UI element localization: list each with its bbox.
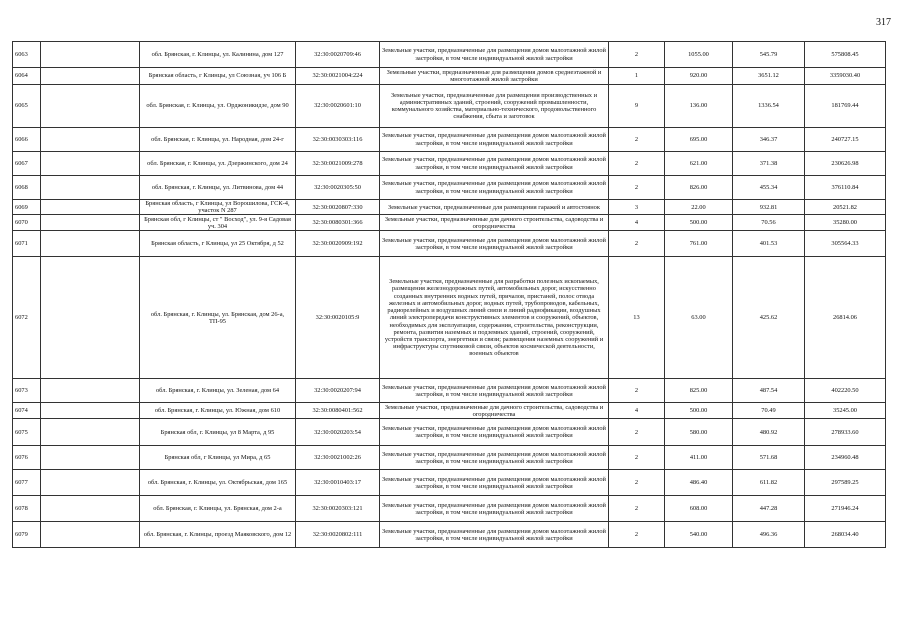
empty-cell — [41, 85, 140, 128]
table-row — [13, 68, 886, 85]
area-cell: 920.00 — [665, 68, 733, 85]
table-row — [13, 128, 886, 152]
land-use-cell: Земельные участки, предназначенные для разработки полезных ископаемых, размещения железнодорожных путей, автомобильных дорог, искусственно созданных внутренних водных путей, причалов, пристаней, полос отвода железных и автомобильных дорог, водных путей, трубопроводов, кабельных, радиорелейных и воздушных линий связи и линий радиофикации, воздушных линий электропередачи конструктивных элементов и сооружений, объектов, необходимых для эксплуатации, содержания, строительства, реконструкции, ремонта, развития наземных и подземных зданий, строений, сооружений, устройств транспорта, энергетики и связи; размещения наземных сооружений и инфраструктуры спутниковой связи, объектов космической деятельности, военных объектов — [380, 257, 609, 379]
specific-value-cell: 70.49 — [733, 403, 805, 419]
cadastral-value-cell: 3359030.40 — [805, 68, 886, 85]
cadastral-number-cell: 32:30:0030303:116 — [296, 128, 380, 152]
area-cell: 22.00 — [665, 200, 733, 215]
row-number-cell: 6068 — [13, 176, 41, 200]
land-use-cell: Земельные участки, предназначенные для размещения домов малоэтажной жилой застройки, в том числе индивидуальной жилой застройки — [380, 152, 609, 176]
cadastral-number-cell: 32:30:0010403:17 — [296, 470, 380, 496]
table-row — [13, 152, 886, 176]
row-number-cell: 6078 — [13, 496, 41, 522]
group-cell: 2 — [609, 522, 665, 548]
land-use-cell: Земельные участки, предназначенные для размещения домов среднеэтажной и многоэтажной жилой застройки — [380, 68, 609, 85]
address-cell: обл. Брянская, г. Клинцы, ул. Октябрьская, дом 165 — [140, 470, 296, 496]
group-cell: 4 — [609, 215, 665, 231]
area-cell: 540.00 — [665, 522, 733, 548]
address-cell: обл. Брянская, г. Клинцы, ул. Дзержинского, дом 24 — [140, 152, 296, 176]
specific-value-cell: 447.28 — [733, 496, 805, 522]
empty-cell — [41, 42, 140, 68]
group-cell: 2 — [609, 231, 665, 257]
land-use-cell: Земельные участки, предназначенные для размещения домов малоэтажной жилой застройки, в том числе индивидуальной жилой застройки — [380, 128, 609, 152]
page-number: 317 — [876, 17, 891, 28]
area-cell: 580.00 — [665, 419, 733, 446]
table-body — [13, 42, 886, 548]
empty-cell — [41, 215, 140, 231]
cadastral-number-cell: 32:30:0020305:50 — [296, 176, 380, 200]
empty-cell — [41, 379, 140, 403]
table-row — [13, 446, 886, 470]
table-row — [13, 200, 886, 215]
land-use-cell: Земельные участки, предназначенные для размещения домов малоэтажной жилой застройки, в том числе индивидуальной жилой застройки — [380, 522, 609, 548]
specific-value-cell: 70.56 — [733, 215, 805, 231]
group-cell: 2 — [609, 42, 665, 68]
row-number-cell: 6075 — [13, 419, 41, 446]
specific-value-cell: 480.92 — [733, 419, 805, 446]
land-use-cell: Земельные участки, предназначенные для размещения домов малоэтажной жилой застройки, в том числе индивидуальной жилой застройки — [380, 496, 609, 522]
cadastral-value-cell: 181769.44 — [805, 85, 886, 128]
specific-value-cell: 487.54 — [733, 379, 805, 403]
group-cell: 2 — [609, 419, 665, 446]
group-cell: 2 — [609, 176, 665, 200]
table-row — [13, 231, 886, 257]
group-cell: 4 — [609, 403, 665, 419]
specific-value-cell: 425.62 — [733, 257, 805, 379]
table-row — [13, 379, 886, 403]
group-cell: 2 — [609, 470, 665, 496]
group-cell: 2 — [609, 496, 665, 522]
cadastral-value-cell: 271946.24 — [805, 496, 886, 522]
empty-cell — [41, 200, 140, 215]
cadastral-number-cell: 32:30:0020909:192 — [296, 231, 380, 257]
table-row — [13, 496, 886, 522]
row-number-cell: 6079 — [13, 522, 41, 548]
cadastral-number-cell: 32:30:0020601:10 — [296, 85, 380, 128]
cadastral-number-cell: 32:30:0080301:366 — [296, 215, 380, 231]
row-number-cell: 6064 — [13, 68, 41, 85]
specific-value-cell: 571.68 — [733, 446, 805, 470]
empty-cell — [41, 176, 140, 200]
address-cell: Брянская область, г Клинцы, ул Ворошилова, ГСК-4, участок N 287 — [140, 200, 296, 215]
address-cell: обл. Брянская, г. Клинцы, ул. Зеленая, дом 64 — [140, 379, 296, 403]
group-cell: 3 — [609, 200, 665, 215]
land-use-cell: Земельные участки, предназначенные для размещения домов малоэтажной жилой застройки, в том числе индивидуальной жилой застройки — [380, 470, 609, 496]
land-use-cell: Земельные участки, предназначенные для дачного строительства, садоводства и огородничества — [380, 215, 609, 231]
table-row — [13, 215, 886, 231]
table-row — [13, 522, 886, 548]
empty-cell — [41, 128, 140, 152]
address-cell: обл. Брянская, г. Клинцы, ул. Брянская, дом 2-а — [140, 496, 296, 522]
empty-cell — [41, 419, 140, 446]
address-cell: Брянская область, г Клинцы, ул Союзная, уч 106 Б — [140, 68, 296, 85]
cadastral-number-cell: 32:30:0020303:121 — [296, 496, 380, 522]
cadastral-number-cell: 32:30:0020807:330 — [296, 200, 380, 215]
land-use-cell: Земельные участки, предназначенные для дачного строительства, садоводства и огородничества — [380, 403, 609, 419]
group-cell: 1 — [609, 68, 665, 85]
area-cell: 136.00 — [665, 85, 733, 128]
cadastral-value-cell: 305564.33 — [805, 231, 886, 257]
table-row — [13, 42, 886, 68]
land-use-cell: Земельные участки, предназначенные для размещения домов малоэтажной жилой застройки, в том числе индивидуальной жилой застройки — [380, 231, 609, 257]
specific-value-cell: 346.37 — [733, 128, 805, 152]
empty-cell — [41, 470, 140, 496]
cadastral-value-cell: 20521.82 — [805, 200, 886, 215]
specific-value-cell: 3651.12 — [733, 68, 805, 85]
cadastral-number-cell: 32:30:0080401:562 — [296, 403, 380, 419]
address-cell: обл. Брянская, г. Клинцы, ул. Народная, дом 24-г — [140, 128, 296, 152]
row-number-cell: 6066 — [13, 128, 41, 152]
cadastral-value-cell: 240727.15 — [805, 128, 886, 152]
cadastral-number-cell: 32:30:0020105:9 — [296, 257, 380, 379]
area-cell: 695.00 — [665, 128, 733, 152]
specific-value-cell: 496.36 — [733, 522, 805, 548]
empty-cell — [41, 257, 140, 379]
address-cell: Брянская область, г Клинцы, ул 25 Октября, д 52 — [140, 231, 296, 257]
cadastral-value-cell: 35280.00 — [805, 215, 886, 231]
area-cell: 621.00 — [665, 152, 733, 176]
row-number-cell: 6069 — [13, 200, 41, 215]
row-number-cell: 6065 — [13, 85, 41, 128]
empty-cell — [41, 152, 140, 176]
cadastral-number-cell: 32:30:0021002:26 — [296, 446, 380, 470]
cadastral-value-cell: 402220.50 — [805, 379, 886, 403]
area-cell: 761.00 — [665, 231, 733, 257]
group-cell: 13 — [609, 257, 665, 379]
cadastral-value-cell: 35245.00 — [805, 403, 886, 419]
row-number-cell: 6070 — [13, 215, 41, 231]
row-number-cell: 6077 — [13, 470, 41, 496]
area-cell: 63.00 — [665, 257, 733, 379]
specific-value-cell: 455.34 — [733, 176, 805, 200]
cadastral-value-cell: 376110.84 — [805, 176, 886, 200]
specific-value-cell: 932.81 — [733, 200, 805, 215]
cadastral-value-cell: 297589.25 — [805, 470, 886, 496]
area-cell: 608.00 — [665, 496, 733, 522]
empty-cell — [41, 446, 140, 470]
address-cell: обл. Брянская, г. Клинцы, ул. Брянская, дом 26-а, ТП-95 — [140, 257, 296, 379]
row-number-cell: 6067 — [13, 152, 41, 176]
table-row — [13, 85, 886, 128]
group-cell: 9 — [609, 85, 665, 128]
area-cell: 500.00 — [665, 403, 733, 419]
cadastral-value-cell: 278933.60 — [805, 419, 886, 446]
specific-value-cell: 545.79 — [733, 42, 805, 68]
table-row — [13, 403, 886, 419]
specific-value-cell: 1336.54 — [733, 85, 805, 128]
table-row — [13, 470, 886, 496]
specific-value-cell: 401.53 — [733, 231, 805, 257]
group-cell: 2 — [609, 152, 665, 176]
cadastral-number-cell: 32:30:0020207:94 — [296, 379, 380, 403]
cadastral-number-cell: 32:30:0021009:278 — [296, 152, 380, 176]
address-cell: Брянская обл, г Клинцы, ст " Восход", ул. 9-я Садовая уч. 304 — [140, 215, 296, 231]
cadastral-value-cell: 230626.98 — [805, 152, 886, 176]
row-number-cell: 6071 — [13, 231, 41, 257]
area-cell: 411.00 — [665, 446, 733, 470]
area-cell: 826.00 — [665, 176, 733, 200]
cadastral-number-cell: 32:30:0020203:54 — [296, 419, 380, 446]
land-use-cell: Земельные участки, предназначенные для размещения производственных и административных зданий, строений, сооружений промышленности, коммунального хозяйства, материально-технического, продовольственного снабжения, сбыта и заготовок — [380, 85, 609, 128]
empty-cell — [41, 522, 140, 548]
land-use-cell: Земельные участки, предназначенные для размещения домов малоэтажной жилой застройки, в том числе индивидуальной жилой застройки — [380, 446, 609, 470]
group-cell: 2 — [609, 128, 665, 152]
area-cell: 1055.00 — [665, 42, 733, 68]
group-cell: 2 — [609, 446, 665, 470]
address-cell: Брянская обл, г Клинцы, ул Мира, д 65 — [140, 446, 296, 470]
row-number-cell: 6063 — [13, 42, 41, 68]
cadastral-number-cell: 32:30:0020802:111 — [296, 522, 380, 548]
row-number-cell: 6072 — [13, 257, 41, 379]
land-use-cell: Земельные участки, предназначенные для размещения домов малоэтажной жилой застройки, в том числе индивидуальной жилой застройки — [380, 42, 609, 68]
table-row — [13, 176, 886, 200]
land-use-cell: Земельные участки, предназначенные для размещения домов малоэтажной жилой застройки, в том числе индивидуальной жилой застройки — [380, 379, 609, 403]
group-cell: 2 — [609, 379, 665, 403]
table-row — [13, 257, 886, 379]
empty-cell — [41, 231, 140, 257]
address-cell: обл. Брянская, г. Клинцы, ул. Калинина, дом 127 — [140, 42, 296, 68]
land-use-cell: Земельные участки, предназначенные для размещения домов малоэтажной жилой застройки, в том числе индивидуальной жилой застройки — [380, 176, 609, 200]
table-row — [13, 419, 886, 446]
cadastral-value-cell: 26814.06 — [805, 257, 886, 379]
row-number-cell: 6076 — [13, 446, 41, 470]
specific-value-cell: 371.38 — [733, 152, 805, 176]
row-number-cell: 6073 — [13, 379, 41, 403]
address-cell: Брянская обл, г. Клинцы, ул 8 Марта, д 95 — [140, 419, 296, 446]
area-cell: 825.00 — [665, 379, 733, 403]
cadastral-value-cell: 575808.45 — [805, 42, 886, 68]
cadastral-value-cell: 268034.40 — [805, 522, 886, 548]
area-cell: 500.00 — [665, 215, 733, 231]
address-cell: обл. Брянская, г. Клинцы, ул. Литвинова, дом 44 — [140, 176, 296, 200]
address-cell: обл. Брянская, г. Клинцы, ул. Орджоникидзе, дом 90 — [140, 85, 296, 128]
row-number-cell: 6074 — [13, 403, 41, 419]
cadastral-number-cell: 32:30:0020709:46 — [296, 42, 380, 68]
cadastral-value-cell: 234960.48 — [805, 446, 886, 470]
cadastral-value-table — [12, 41, 886, 548]
specific-value-cell: 611.82 — [733, 470, 805, 496]
empty-cell — [41, 403, 140, 419]
land-use-cell: Земельные участки, предназначенные для размещения домов малоэтажной жилой застройки, в том числе индивидуальной жилой застройки — [380, 419, 609, 446]
empty-cell — [41, 496, 140, 522]
empty-cell — [41, 68, 140, 85]
cadastral-number-cell: 32:30:0021004:224 — [296, 68, 380, 85]
address-cell: обл. Брянская, г. Клинцы, ул. Южная, дом 610 — [140, 403, 296, 419]
land-use-cell: Земельные участки, предназначенные для размещения гаражей и автостоянок — [380, 200, 609, 215]
area-cell: 486.40 — [665, 470, 733, 496]
address-cell: обл. Брянская, г. Клинцы, проезд Маяковского, дом 12 — [140, 522, 296, 548]
